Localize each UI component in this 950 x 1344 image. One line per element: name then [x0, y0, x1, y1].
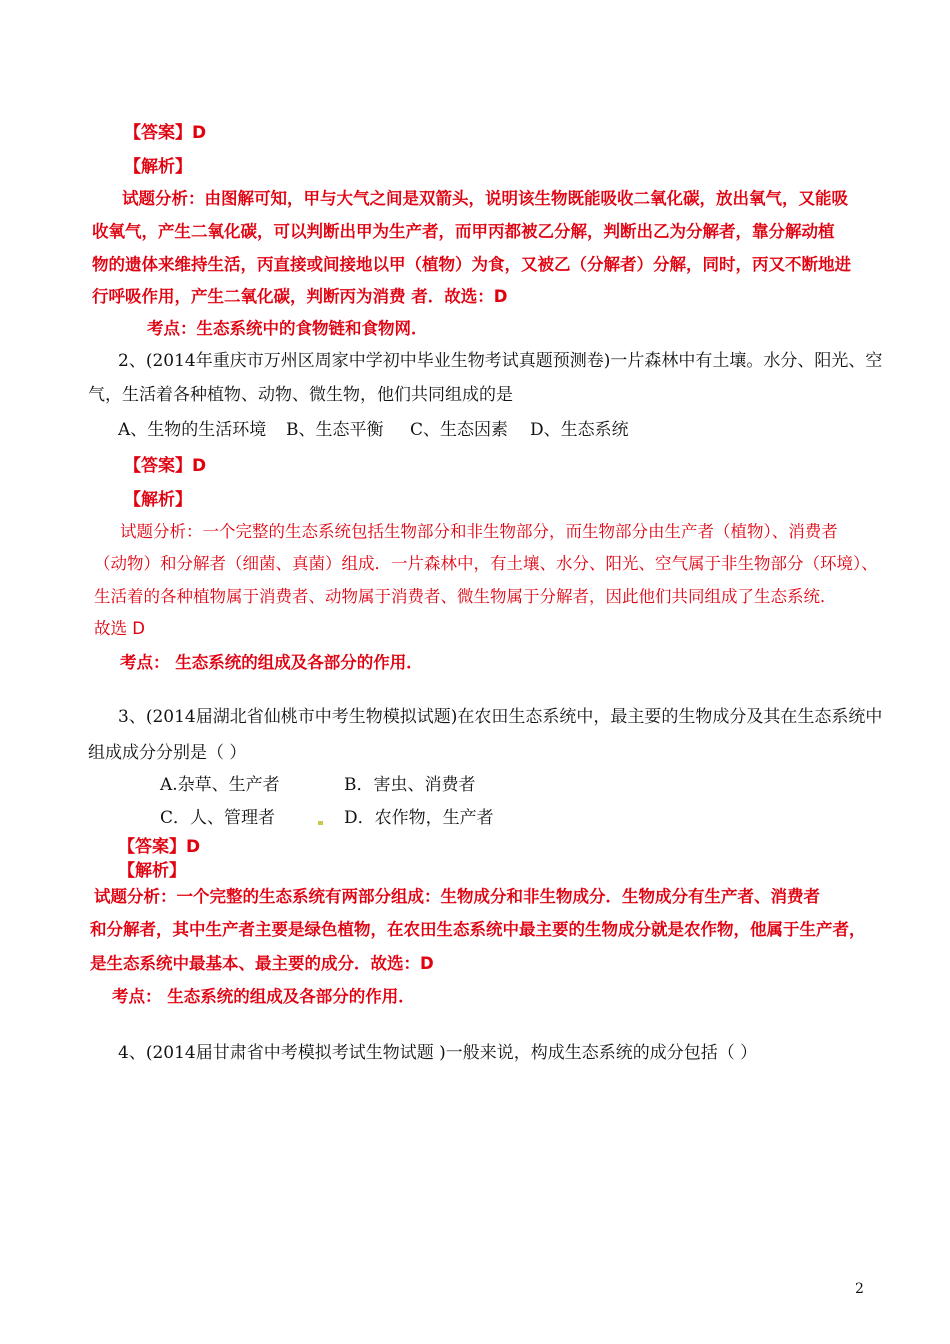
- q3-analysis-line: 试题分析：一个完整的生态系统有两部分组成：生物成分和非生物成分．生物成分有生产者、消费者: [94, 887, 820, 906]
- q3-options-row: [160, 774, 476, 796]
- scan-mark: [318, 821, 323, 825]
- q2-analysis-line: 生活着的各种植物属于消费者、动物属于消费者、微生物属于分解者，因此他们共同组成了生态系统．: [94, 587, 837, 606]
- q2-stem: 2、(2014年重庆市万州区周家中学初中毕业生物考试真题预测卷)一片森林中有土壤。水分、阳光、空: [118, 351, 883, 371]
- page-number: 2: [855, 1281, 864, 1297]
- q1-kaodian: 考点：生态系统中的食物链和食物网．: [147, 319, 428, 338]
- q2-option-c: C、生态因素: [410, 420, 509, 440]
- q3-stem: 3、(2014届湖北省仙桃市中考生物模拟试题)在农田生态系统中，最主要的生物成分及其在生态系统中: [118, 707, 883, 727]
- q4-stem: 4、(2014届甘肃省中考模拟考试生物试题 )一般来说，构成生态系统的成分包括（ ）: [118, 1043, 758, 1063]
- q3-option-d: D．农作物，生产者: [344, 808, 494, 828]
- q2-analysis-line: （动物）和分解者（细菌、真菌）组成．一片森林中，有土壤、水分、阳光、空气属于非生物部分（环境）、: [94, 554, 878, 573]
- q2-analysis-line: 试题分析：一个完整的生态系统包括生物部分和非生物部分，而生物部分由生产者（植物）、消费者: [120, 522, 838, 541]
- q2-option-d: D、生态系统: [530, 420, 629, 440]
- q3-kaodian: 考点： 生态系统的组成及各部分的作用．: [112, 987, 415, 1006]
- q2-analysis-label: 【解析】: [124, 490, 192, 510]
- q3-option-b: B．害虫、消费者: [344, 775, 476, 795]
- q2-options: [118, 419, 629, 441]
- q2-stem: 气，生活着各种植物、动物、微生物，他们共同组成的是: [88, 385, 513, 405]
- q3-option-c: C．人、管理者: [160, 808, 276, 828]
- q3-stem: 组成成分分别是（ ）: [88, 743, 247, 763]
- q1-analysis-line: 物的遗体来维持生活，丙直接或间接地以甲（植物）为食，又被乙（分解者）分解，同时，丙又不断地进: [92, 255, 851, 274]
- q2-option-b: B、生态平衡: [286, 420, 384, 440]
- q1-analysis-line: 行呼吸作用，产生二氧化碳，判断丙为消费 者．故选：D: [92, 287, 508, 306]
- q3-analysis-line: 和分解者，其中生产者主要是绿色植物，在农田生态系统中最主要的生物成分就是农作物，他属于生产者，: [90, 920, 866, 939]
- q1-answer: 【答案】D: [124, 123, 207, 143]
- q2-analysis-line: 故选 D: [94, 619, 145, 638]
- q1-analysis-line: 收氧气，产生二氧化碳，可以判断出甲为生产者，而甲丙都被乙分解，判断出乙为分解者，靠分解动植: [92, 222, 835, 241]
- q3-answer: 【答案】D: [118, 837, 201, 857]
- q3-analysis-line: 是生态系统中最基本、最主要的成分．故选：D: [90, 954, 434, 973]
- q2-option-a: A、生物的生活环境: [118, 420, 267, 440]
- q3-options-row: [160, 807, 494, 829]
- q3-analysis-label: 【解析】: [118, 861, 186, 881]
- q2-answer: 【答案】D: [124, 456, 207, 476]
- q3-option-a: A.杂草、生产者: [160, 775, 280, 795]
- q1-analysis-line: 试题分析：由图解可知，甲与大气之间是双箭头，说明该生物既能吸收二氧化碳，放出氧气，又能吸: [122, 189, 848, 208]
- q1-analysis-label: 【解析】: [124, 157, 192, 177]
- q2-kaodian: 考点： 生态系统的组成及各部分的作用．: [120, 653, 423, 672]
